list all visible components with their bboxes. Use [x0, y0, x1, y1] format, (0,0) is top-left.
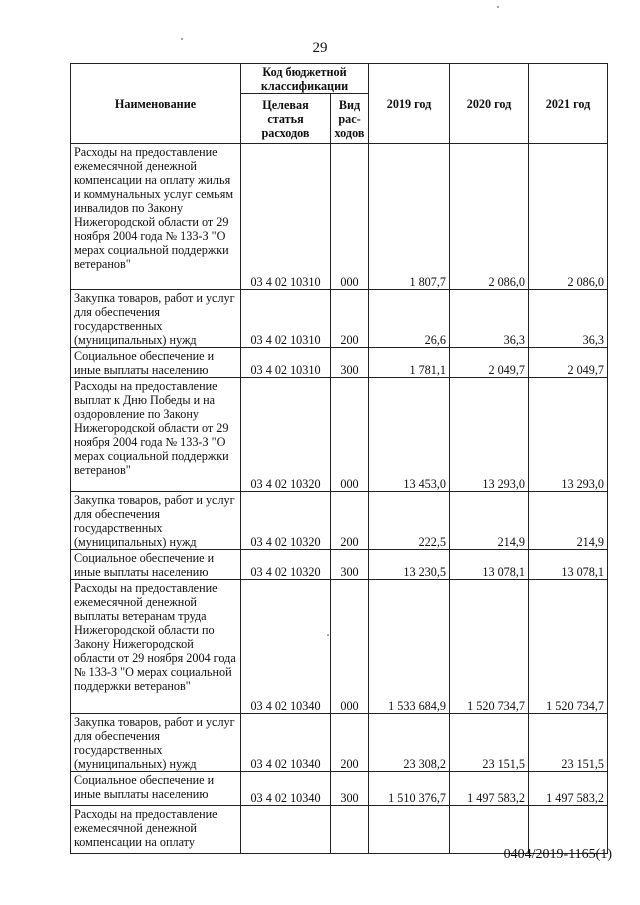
value-2020-cell: 1 520 734,7 [450, 580, 529, 714]
expense-type-cell [331, 806, 369, 854]
value-2020-cell: 13 078,1 [450, 550, 529, 580]
header-2020: 2020 год [450, 64, 529, 144]
expense-type-cell: 200 [331, 290, 369, 348]
row-name-cell: Социальное обеспечение и иные выплаты населению [71, 550, 241, 580]
value-2019-cell: 1 807,7 [369, 144, 450, 290]
header-name: Наименование [71, 64, 241, 144]
value-2020-cell: 36,3 [450, 290, 529, 348]
expense-type-cell: 300 [331, 348, 369, 378]
value-2019-cell: 222,5 [369, 492, 450, 550]
target-item-cell: 03 4 02 10320 [241, 550, 331, 580]
page-number: 29 [312, 40, 328, 56]
value-2019-cell [369, 806, 450, 854]
value-2021-cell: 2 086,0 [529, 144, 608, 290]
target-item-cell: 03 4 02 10310 [241, 348, 331, 378]
table-row [71, 772, 608, 806]
value-2021-cell: 2 049,7 [529, 348, 608, 378]
target-item-cell: 03 4 02 10310 [241, 144, 331, 290]
value-2020-cell: 13 293,0 [450, 378, 529, 492]
row-name-cell: Закупка товаров, работ и услуг для обеспечения государственных (муниципальных) нужд [71, 290, 241, 348]
scan-speck [497, 6, 499, 8]
scan-speck [181, 38, 183, 40]
row-name-cell: Социальное обеспечение и иные выплаты населению [71, 348, 241, 378]
header-2021: 2021 год [529, 64, 608, 144]
table-row [71, 378, 608, 492]
table-row [71, 714, 608, 772]
row-name-cell: Закупка товаров, работ и услуг для обеспечения государственных (муниципальных) нужд [71, 492, 241, 550]
value-2021-cell: 13 078,1 [529, 550, 608, 580]
value-2020-cell: 1 497 583,2 [450, 772, 529, 806]
expense-type-cell: 200 [331, 492, 369, 550]
value-2019-cell: 23 308,2 [369, 714, 450, 772]
value-2019-cell: 1 781,1 [369, 348, 450, 378]
value-2021-cell: 36,3 [529, 290, 608, 348]
value-2021-cell: 1 497 583,2 [529, 772, 608, 806]
expense-type-cell: 300 [331, 772, 369, 806]
target-item-cell [241, 806, 331, 854]
row-name-cell: Расходы на предоставление выплат к Дню Победы и на оздоровление по Закону Нижегородской области от 29 ноября 2004 года № 133-З "О мерах социальной поддержки ветеранов" [71, 378, 241, 492]
value-2020-cell: 214,9 [450, 492, 529, 550]
expense-type-cell: 000 [331, 580, 369, 714]
target-item-cell: 03 4 02 10340 [241, 714, 331, 772]
value-2021-cell: 214,9 [529, 492, 608, 550]
table-row [71, 580, 608, 714]
header-budget-code: Код бюджетной классификации [241, 64, 369, 94]
value-2021-cell: 13 293,0 [529, 378, 608, 492]
value-2021-cell: 1 520 734,7 [529, 580, 608, 714]
table-row [71, 550, 608, 580]
table-row [71, 348, 608, 378]
row-name-cell: Закупка товаров, работ и услуг для обеспечения государственных (муниципальных) нужд [71, 714, 241, 772]
target-item-cell: 03 4 02 10340 [241, 580, 331, 714]
header-expense-type: Вид рас-ходов [331, 94, 369, 144]
target-item-cell: 03 4 02 10310 [241, 290, 331, 348]
value-2019-cell: 26,6 [369, 290, 450, 348]
header-target-item: Целевая статья расходов [241, 94, 331, 144]
table-row [71, 290, 608, 348]
expense-type-cell: 300 [331, 550, 369, 580]
target-item-cell: 03 4 02 10320 [241, 492, 331, 550]
table-row [71, 492, 608, 550]
row-name-cell: Расходы на предоставление ежемесячной денежной выплаты ветеранам труда Нижегородской области по Закону Нижегородской области от 29 ноября 2004 года № 133-З "О мерах социальной поддержки ветеранов" [71, 580, 241, 714]
table-row [71, 144, 608, 290]
expense-type-cell: 000 [331, 378, 369, 492]
value-2019-cell: 1 510 376,7 [369, 772, 450, 806]
target-item-cell: 03 4 02 10320 [241, 378, 331, 492]
row-name-cell: Расходы на предоставление ежемесячной денежной компенсации на оплату жилья и коммунальных услуг семьям инвалидов по Закону Нижегородской области от 29 ноября 2004 года № 133-З "О мерах социальной поддержки ветеранов" [71, 144, 241, 290]
target-item-cell: 03 4 02 10340 [241, 772, 331, 806]
value-2020-cell: 2 049,7 [450, 348, 529, 378]
value-2021-cell: 23 151,5 [529, 714, 608, 772]
value-2019-cell: 13 230,5 [369, 550, 450, 580]
value-2019-cell: 13 453,0 [369, 378, 450, 492]
value-2019-cell: 1 533 684,9 [369, 580, 450, 714]
document-code: 0404/2019-1165(1) [503, 847, 612, 862]
expense-type-cell: 200 [331, 714, 369, 772]
value-2020-cell: 23 151,5 [450, 714, 529, 772]
budget-table [70, 63, 608, 854]
row-name-cell: Расходы на предоставление ежемесячной денежной компенсации на оплату [71, 806, 241, 854]
header-2019: 2019 год [369, 64, 450, 144]
row-name-cell: Социальное обеспечение и иные выплаты населению [71, 772, 241, 806]
expense-type-cell: 000 [331, 144, 369, 290]
value-2020-cell: 2 086,0 [450, 144, 529, 290]
